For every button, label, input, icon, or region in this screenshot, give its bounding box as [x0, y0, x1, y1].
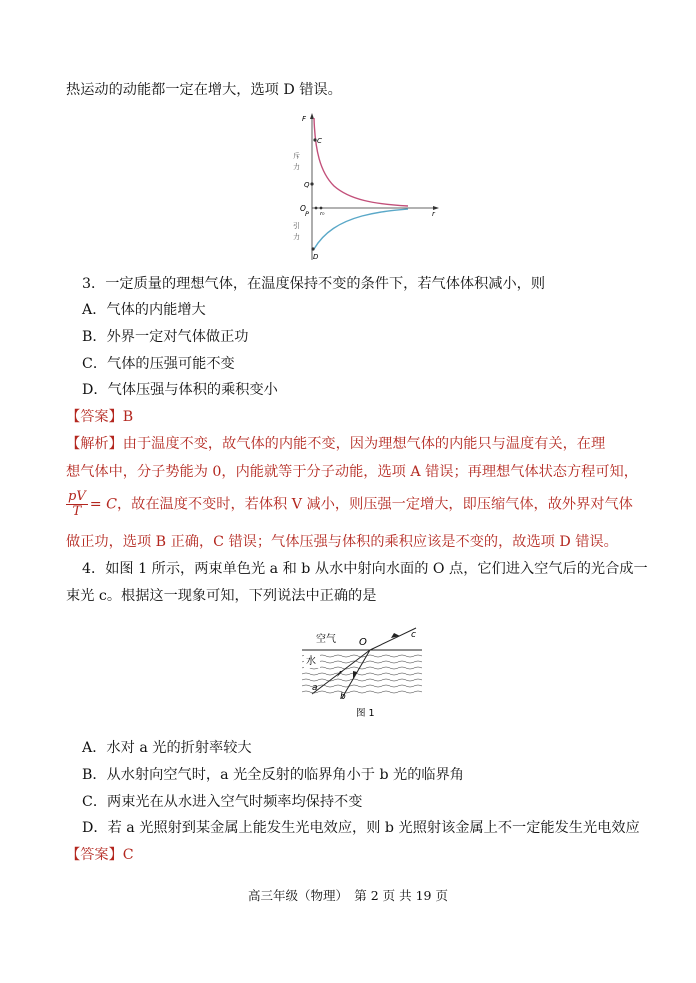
q3-analysis-line-1	[66, 434, 605, 454]
q4-option-d: D．若 a 光照射到某金属上能发生光电效应，则 b 光照射该金属上不一定能发生光电效应	[82, 820, 640, 836]
point-q-dot	[310, 182, 313, 185]
point-o-label: O	[359, 637, 367, 648]
ray-c-arrow	[391, 633, 400, 638]
attractive-label-2: 力	[293, 233, 300, 241]
repulsive-curve	[314, 118, 408, 206]
answer-label: 【答案】	[66, 847, 123, 863]
q4-option-c: C．两束光在从水进入空气时频率均保持不变	[82, 794, 363, 810]
q3-option-a: A．气体的内能增大	[82, 302, 206, 318]
q3-answer	[66, 407, 133, 427]
q3-analysis-line-3	[66, 490, 633, 519]
q3-option-b: B．外界一定对气体做正功	[82, 329, 249, 345]
point-c-label: C	[317, 137, 322, 145]
q4-stem-line-2: 束光 c。根据这一现象可知，下列说法中正确的是	[66, 588, 377, 604]
analysis-label: 【解析】	[66, 436, 123, 452]
q3-analysis-line-2: 想气体中，分子势能为 0，内能就等于分子动能，选项 A 错误；再理想气体状态方程可知，	[66, 464, 638, 480]
origin-label: O	[300, 204, 306, 213]
state-equation-fraction	[66, 490, 88, 519]
page-footer: 高三年级（物理） 第 2 页 共 19 页	[248, 888, 448, 903]
point-q-label: Q	[304, 181, 310, 189]
fraction-denominator: T	[72, 504, 82, 519]
refraction-figure	[296, 620, 441, 722]
fraction-numerator: pV	[68, 489, 86, 504]
point-d-label: D	[313, 253, 319, 261]
point-p-dot	[315, 207, 318, 210]
answer-value: C	[122, 847, 134, 863]
q3-analysis-line-4: 做正功，选项 B 正确，C 错误；气体压强与体积的乘积应该是不变的，故选项 D 错误。	[66, 534, 618, 550]
point-r0-label: r₀	[320, 211, 325, 217]
q4-option-a: A．水对 a 光的折射率较大	[82, 740, 252, 756]
formula-rhs: = C	[89, 496, 117, 513]
q3-option-d: D．气体压强与体积的乘积变小	[82, 382, 278, 398]
ray-b-arrow	[353, 671, 357, 679]
ray-a-label: a	[312, 683, 318, 693]
q3-option-c: C．气体的压强可能不变	[82, 356, 235, 372]
point-r0-dot	[320, 207, 323, 210]
q4-stem-line-1: 4．如图 1 所示，两束单色光 a 和 b 从水中射向水面的 O 点，它们进入空气后的光合成一	[82, 561, 648, 577]
attractive-curve	[314, 209, 408, 249]
analysis-text-3: ，故在温度不变时，若体积 V 减小，则压强一定增大，即压缩气体，故外界对气体	[116, 496, 633, 513]
figure-caption: 图 1	[356, 708, 375, 719]
air-label: 空气	[316, 634, 336, 645]
analysis-text-1: 由于温度不变，故气体的内能不变，因为理想气体的内能只与温度有关，在理	[122, 436, 606, 452]
water-label: 水	[306, 656, 316, 667]
force-distance-graph	[282, 110, 442, 266]
repulsive-label-1: 斥	[293, 152, 300, 160]
repulsive-label-2: 力	[293, 163, 300, 171]
q3-stem: 3．一定质量的理想气体，在温度保持不变的条件下，若气体体积减小，则	[82, 276, 546, 292]
point-d-dot	[311, 247, 314, 250]
continuation-line: 热运动的动能都一定在增大，选项 D 错误。	[66, 82, 342, 98]
ray-b-label: b	[340, 692, 346, 702]
answer-value: B	[122, 409, 134, 425]
ray-c-label: c	[411, 630, 416, 640]
q4-option-b: B．从水射向空气时，a 光全反射的临界角小于 b 光的临界角	[82, 767, 464, 783]
f-axis-label: F	[302, 115, 307, 123]
r-axis-label: r	[432, 210, 435, 218]
ray-c	[370, 628, 416, 650]
point-p-label: P	[305, 210, 309, 218]
attractive-label-1: 引	[293, 222, 300, 230]
answer-label: 【答案】	[66, 409, 123, 425]
q4-answer	[66, 845, 134, 865]
